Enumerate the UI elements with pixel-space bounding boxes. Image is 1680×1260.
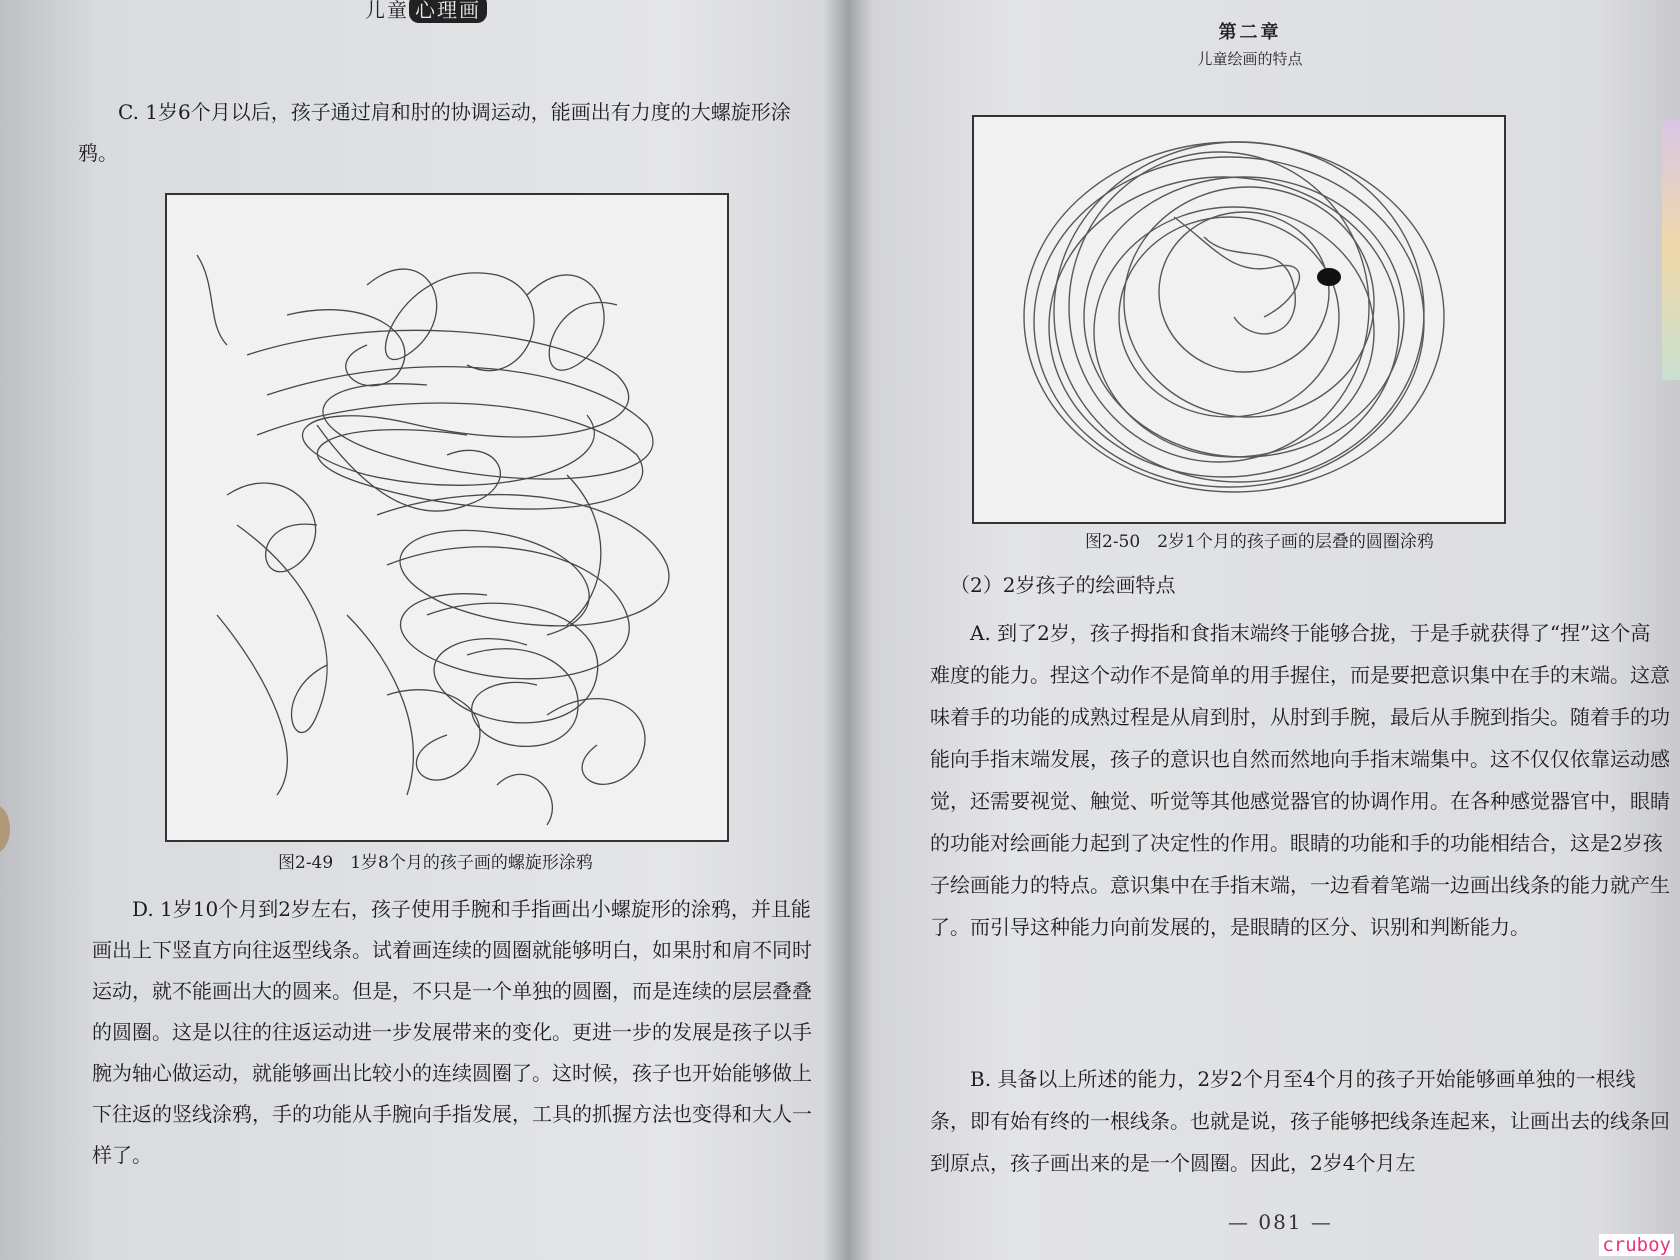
chapter-title: 第二章 [1218, 22, 1282, 43]
left-page [0, 0, 830, 1260]
figure-2-50 [972, 115, 1506, 524]
watermark: cruboy [1599, 1234, 1674, 1256]
right-page [840, 0, 1680, 1260]
figure-2-49 [165, 193, 729, 842]
layered-circles-drawing [974, 117, 1504, 522]
paragraph-d: D. 1岁10个月到2岁左右，孩子使用手腕和手指画出小螺旋形的涂鸦，并且能画出上下竖直方向往返型线条。试着画连续的圆圈就能够明白，如果肘和肩不同时运动，就不能画出大的圆来。但是，不只是一个单独的圆圈，而是连续的层层叠叠的圆圈。这是以往的往返运动进一步发展带来的变化。更进一步的发展是孩子以手腕为轴心做运动，就能够画出比较小的连续圆圈了。这时候，孩子也开始能够做上下往返的竖线涂鸦，手的功能从手腕向手指发展，工具的抓握方法也变得和大人一样了。 [92, 897, 812, 1167]
section-heading: （2）2岁孩子的绘画特点 [950, 573, 1176, 597]
figure-2-49-caption: 图2-49 1岁8个月的孩子画的螺旋形涂鸦 [278, 853, 593, 873]
book-title-badge: 心理画 [409, 0, 487, 23]
paragraph-a: A. 到了2岁，孩子拇指和食指末端终于能够合拢，于是手就获得了“捏”这个高难度的能力。捏这个动作不是简单的用手握住，而是要把意识集中在手的末端。这意味着手的功能的成熟过程是从肩到肘，从肘到手腕，最后从手腕到指尖。随着手的功能向手指末端发展，孩子的意识也自然而然地向手指末端集中。这不仅仅依靠运动感觉，还需要视觉、触觉、听觉等其他感觉器官的协调作用。在各种感觉器官中，眼睛的功能对绘画能力起到了决定性的作用。眼睛的功能和手的功能相结合，这是2岁孩子绘画能力的特点。意识集中在手指末端，一边看着笔端一边画出线条的能力就产生了。而引导这种能力向前发展的，是眼睛的区分、识别和判断能力。 [930, 621, 1670, 939]
spiral-scribble-drawing [167, 195, 727, 840]
page-number: — 081 — [1228, 1210, 1333, 1234]
chapter-header [1180, 18, 1320, 69]
figure-2-50-caption: 图2-50 2岁1个月的孩子画的层叠的圆圈涂鸦 [1085, 532, 1434, 552]
book-title-prefix: 儿童 [365, 0, 409, 22]
book-title-header [365, 0, 487, 23]
chapter-subtitle: 儿童绘画的特点 [1197, 50, 1303, 68]
paragraph-b: B. 具备以上所述的能力，2岁2个月至4个月的孩子开始能够画单独的一根线条，即有始有终的一根线条。也就是说，孩子能够把线条连起来，让画出去的线条回到原点，孩子画出来的是一个圆圈。因此，2岁4个月左 [930, 1067, 1670, 1175]
paragraph-c: C. 1岁6个月以后，孩子通过肩和肘的协调运动，能画出有力度的大螺旋形涂鸦。 [78, 100, 791, 165]
